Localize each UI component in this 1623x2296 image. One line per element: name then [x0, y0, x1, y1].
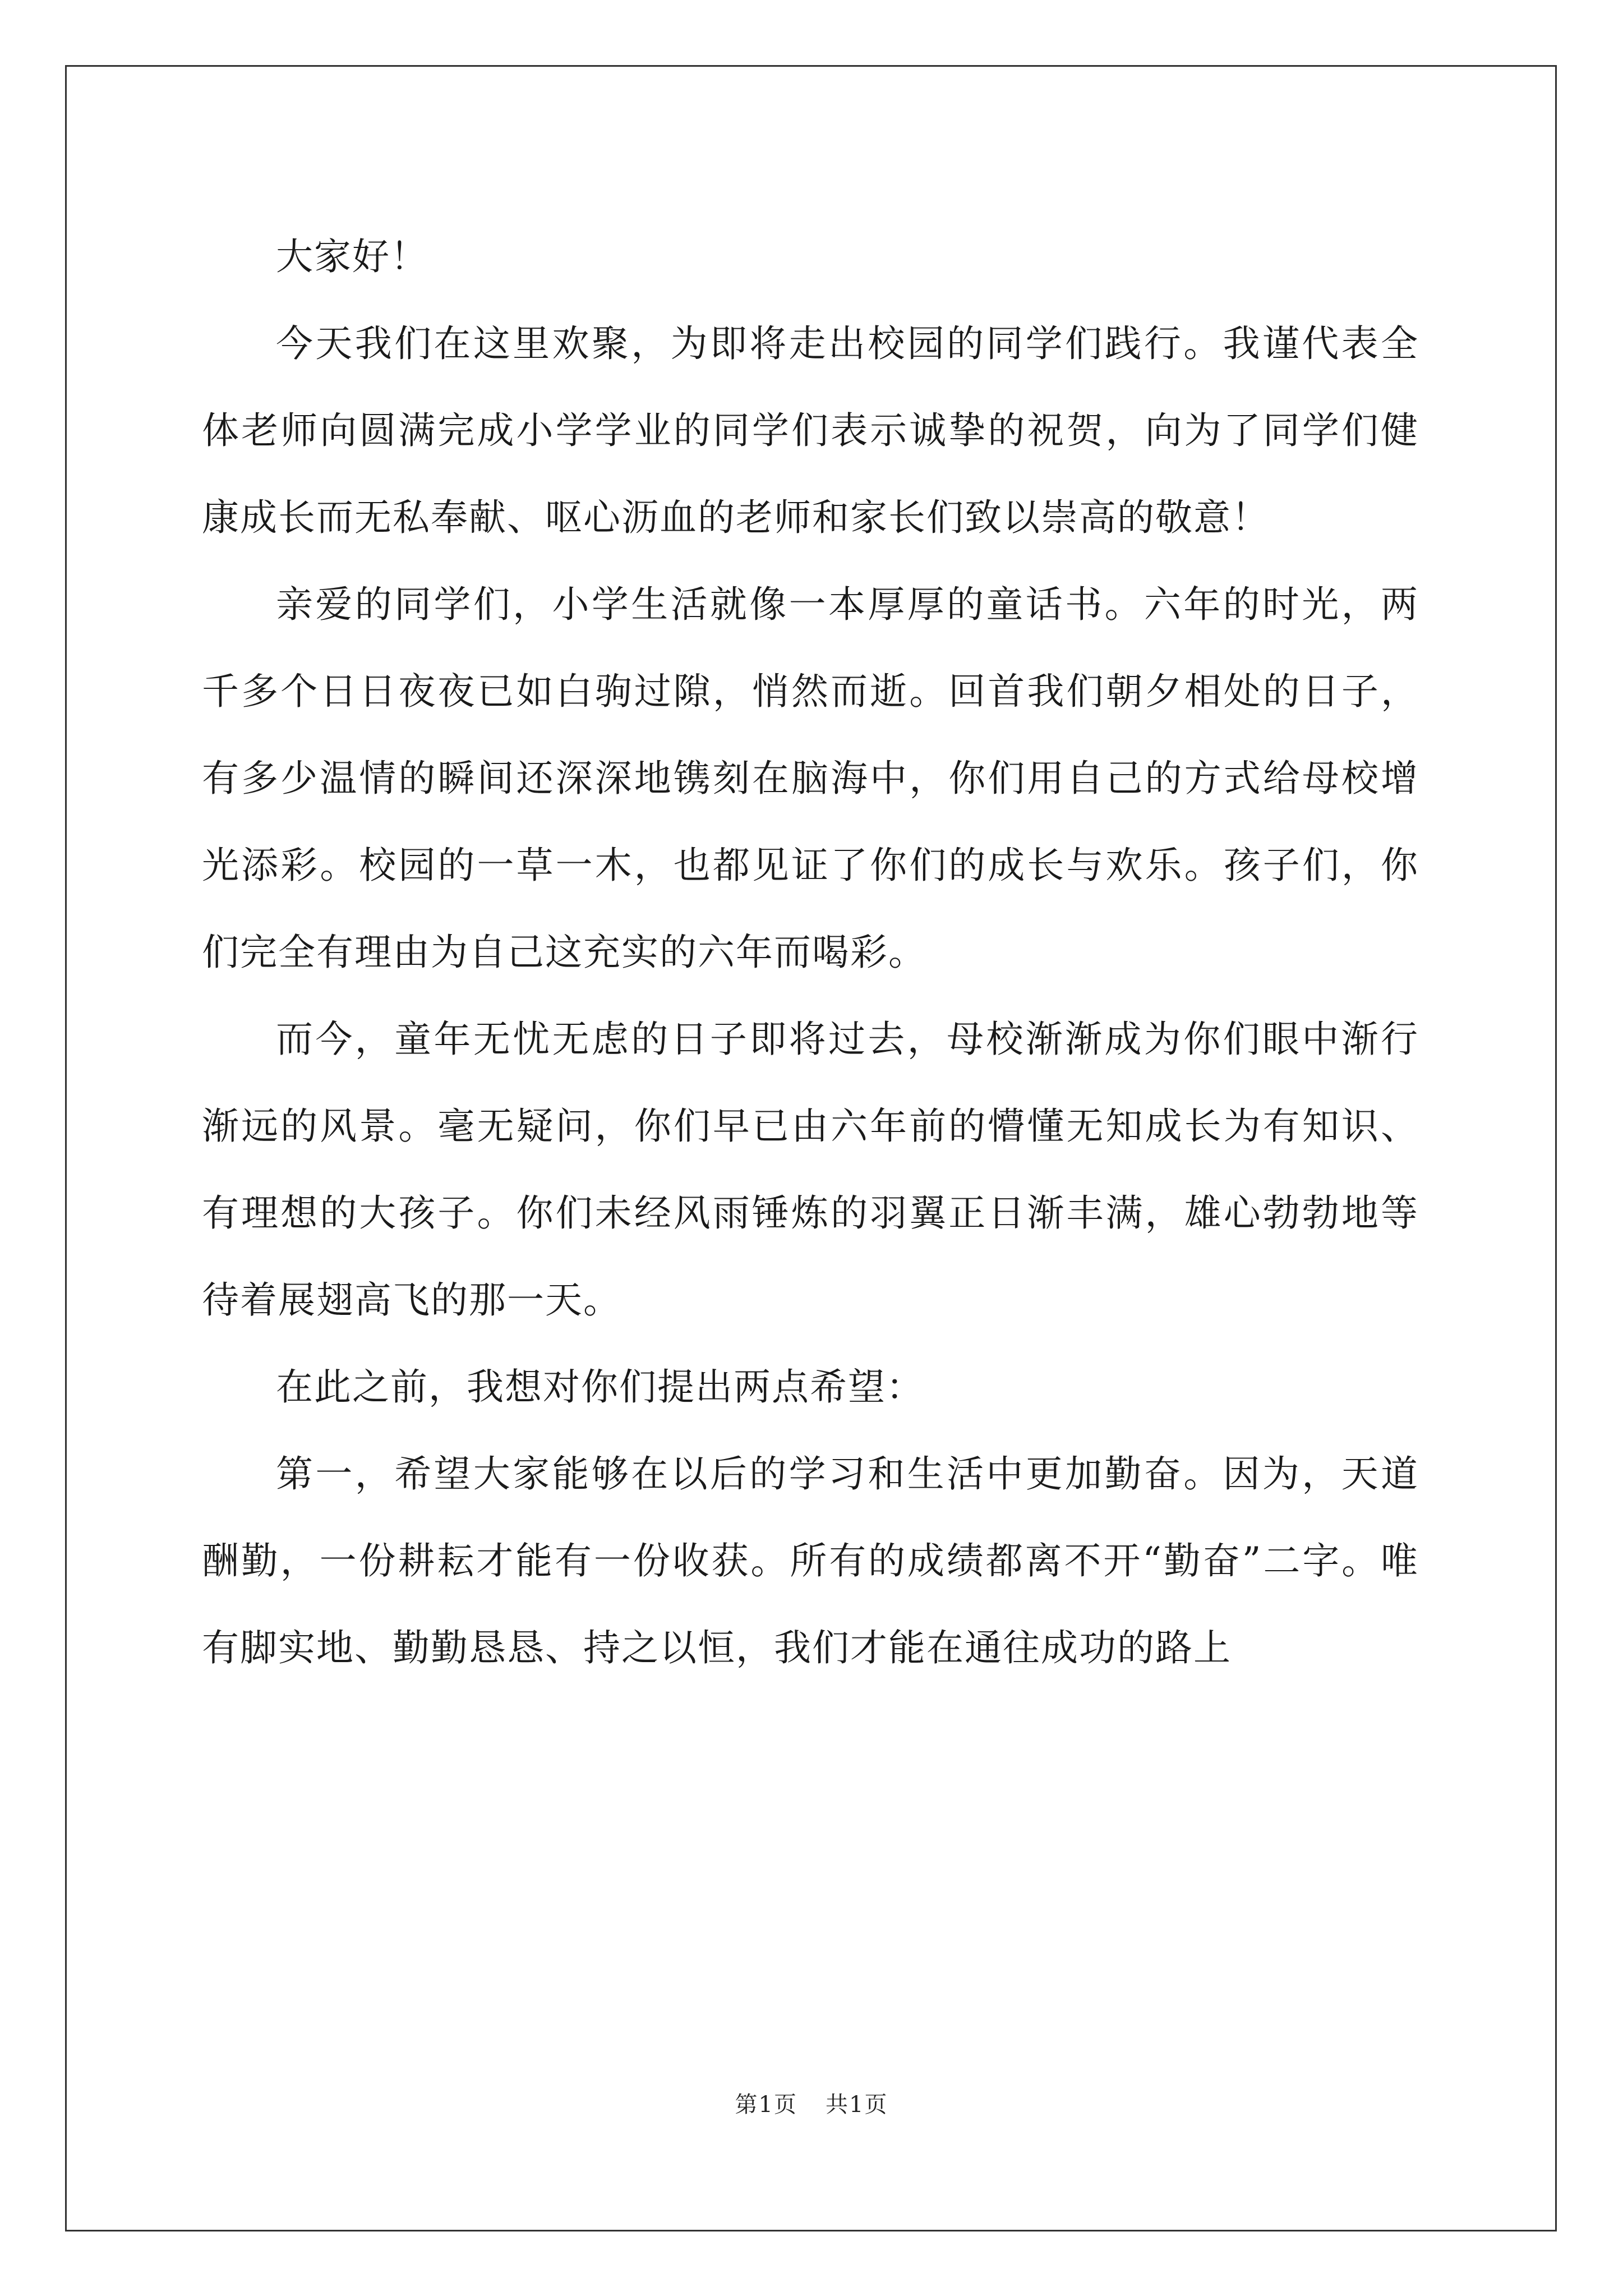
page-number: 第1页: [735, 2092, 797, 2118]
page-total: 共1页: [826, 2092, 888, 2118]
paragraph-greeting: 大家好！: [276, 235, 428, 278]
paragraph-hope-one: 第一，希望大家能够在以后的学习和生活中更加勤奋。因为，天道酬勤，一份耕耘才能有一份收获。所有的成绩都离不开“勤奋”二字。唯有脚实地、勤勤恳恳、持之以恒，我们才能在通往成功的路上: [202, 1452, 1419, 1669]
document-body: [202, 213, 1419, 1691]
paragraph-gathering: 今天我们在这里欢聚，为即将走出校园的同学们践行。我谨代表全体老师向圆满完成小学学业的同学们表示诚挚的祝贺，向为了同学们健康成长而无私奉献、呕心沥血的老师和家长们致以崇高的敬意！: [202, 322, 1419, 539]
paragraph-growth: 而今，童年无忧无虑的日子即将过去，母校渐渐成为你们眼中渐行渐远的风景。毫无疑问，你们早已由六年前的懵懂无知成长为有知识、有理想的大孩子。你们未经风雨锤炼的羽翼正日渐丰满，雄心勃勃地等待着展翅高飞的那一天。: [202, 1018, 1419, 1322]
paragraph-hopes-intro: 在此之前，我想对你们提出两点希望：: [276, 1365, 924, 1409]
paragraph-childhood: 亲爱的同学们，小学生活就像一本厚厚的童话书。六年的时光，两千多个日日夜夜已如白驹过隙，悄然而逝。回首我们朝夕相处的日子，有多少温情的瞬间还深深地镌刻在脑海中，你们用自己的方式给母校增光添彩。校园的一草一木，也都见证了你们的成长与欢乐。孩子们，你们完全有理由为自己这充实的六年而喝彩。: [202, 583, 1419, 974]
page-footer: [0, 2087, 1623, 2119]
